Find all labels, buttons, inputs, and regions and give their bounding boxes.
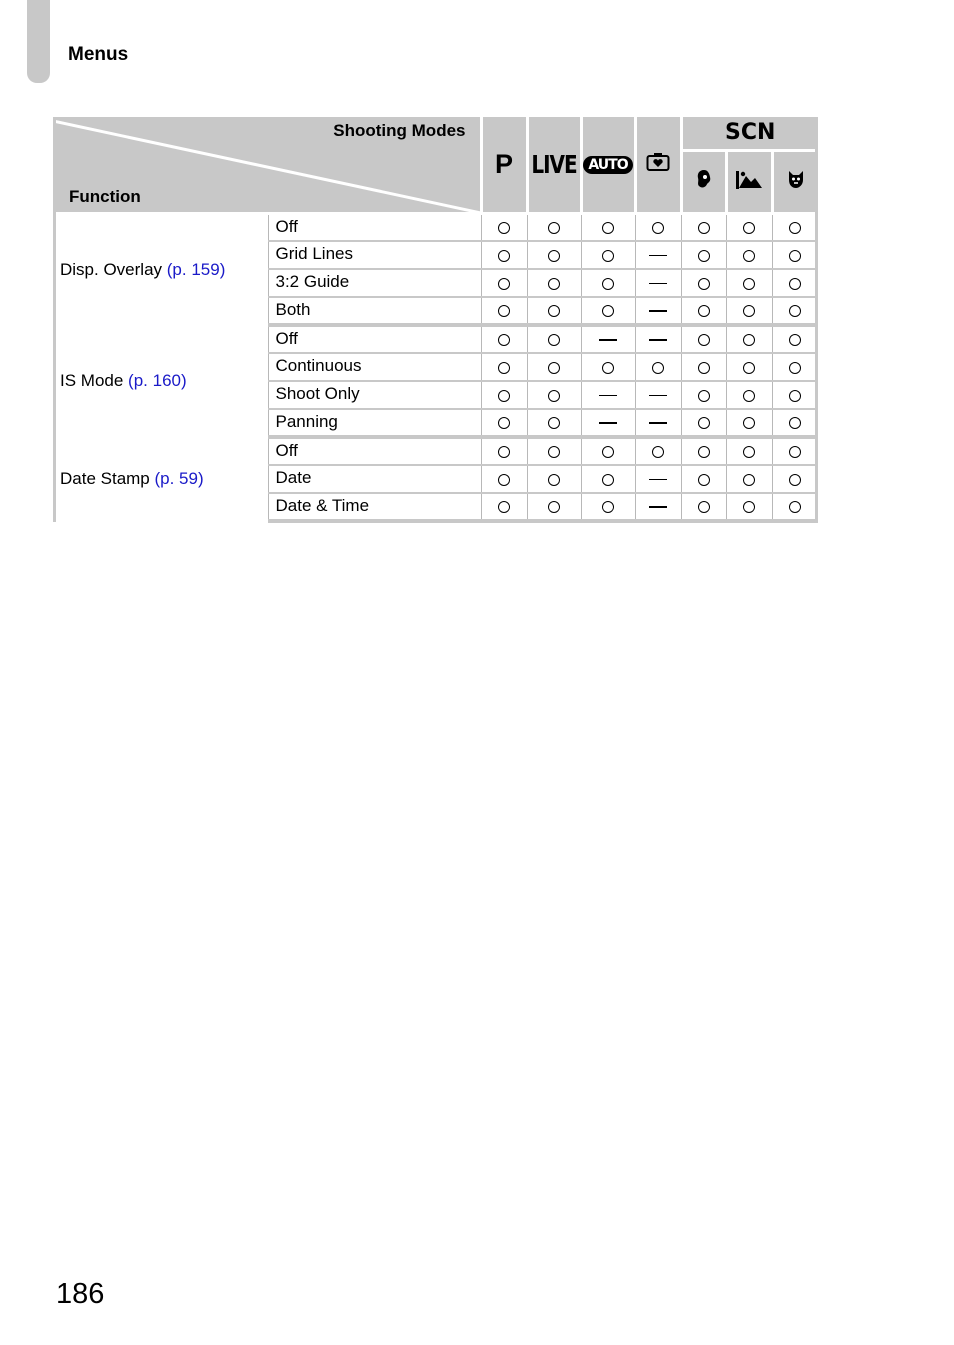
mode-scn-header xyxy=(681,117,818,150)
available-circle-icon xyxy=(652,446,664,458)
available-circle-icon xyxy=(789,362,801,374)
unavailable-dash-icon xyxy=(649,506,667,508)
available-circle-icon xyxy=(743,417,755,429)
availability-cell xyxy=(581,213,635,241)
available-circle-icon xyxy=(743,501,755,513)
availability-cell xyxy=(481,297,527,325)
available-circle-icon xyxy=(602,501,614,513)
availability-cell xyxy=(481,241,527,269)
availability-cell xyxy=(527,465,581,493)
unavailable-dash-icon xyxy=(599,395,617,397)
availability-cell xyxy=(527,437,581,465)
availability-cell xyxy=(481,325,527,353)
unavailable-dash-icon xyxy=(649,422,667,424)
available-circle-icon xyxy=(789,501,801,513)
function-name: Disp. Overlay xyxy=(60,259,163,279)
unavailable-dash-icon xyxy=(649,479,667,481)
unavailable-dash-icon xyxy=(599,422,617,424)
available-circle-icon xyxy=(498,501,510,513)
availability-cell xyxy=(772,381,818,409)
available-circle-icon xyxy=(698,362,710,374)
availability-cell xyxy=(527,297,581,325)
program-mode-icon: P xyxy=(494,148,513,179)
availability-cell xyxy=(772,437,818,465)
availability-cell xyxy=(681,437,726,465)
availability-cell xyxy=(635,213,681,241)
availability-cell xyxy=(772,353,818,381)
shooting-modes-table xyxy=(53,117,818,523)
availability-cell xyxy=(581,409,635,437)
available-circle-icon xyxy=(652,222,664,234)
availability-cell xyxy=(581,297,635,325)
setting-name: Grid Lines xyxy=(268,241,481,269)
availability-cell xyxy=(581,493,635,521)
available-circle-icon xyxy=(602,222,614,234)
availability-cell xyxy=(527,493,581,521)
availability-cell xyxy=(581,241,635,269)
availability-cell xyxy=(772,297,818,325)
availability-cell xyxy=(772,269,818,297)
availability-cell xyxy=(635,409,681,437)
available-circle-icon xyxy=(652,362,664,374)
availability-cell xyxy=(581,325,635,353)
availability-cell xyxy=(772,493,818,521)
available-circle-icon xyxy=(602,278,614,290)
available-circle-icon xyxy=(789,305,801,317)
side-tab-marker xyxy=(27,0,50,83)
available-circle-icon xyxy=(548,390,560,402)
available-circle-icon xyxy=(743,278,755,290)
scn-kids-pets-header xyxy=(772,150,818,213)
available-circle-icon xyxy=(548,417,560,429)
available-circle-icon xyxy=(698,474,710,486)
available-circle-icon xyxy=(743,474,755,486)
mode-auto-header xyxy=(581,117,635,213)
setting-name: Off xyxy=(268,325,481,353)
available-circle-icon xyxy=(789,474,801,486)
availability-cell xyxy=(635,437,681,465)
table-row xyxy=(53,213,818,241)
availability-cell xyxy=(726,241,772,269)
available-circle-icon xyxy=(698,417,710,429)
available-circle-icon xyxy=(743,305,755,317)
available-circle-icon xyxy=(498,278,510,290)
setting-name: 3:2 Guide xyxy=(268,269,481,297)
available-circle-icon xyxy=(548,474,560,486)
available-circle-icon xyxy=(548,222,560,234)
availability-cell xyxy=(481,353,527,381)
availability-cell xyxy=(726,437,772,465)
unavailable-dash-icon xyxy=(649,255,667,257)
availability-cell xyxy=(527,269,581,297)
landscape-icon xyxy=(735,169,763,189)
availability-cell xyxy=(527,353,581,381)
availability-cell xyxy=(681,353,726,381)
available-circle-icon xyxy=(743,446,755,458)
available-circle-icon xyxy=(498,417,510,429)
easy-mode-camera-heart-icon xyxy=(646,152,670,172)
availability-cell xyxy=(635,297,681,325)
availability-cell xyxy=(726,297,772,325)
available-circle-icon xyxy=(548,278,560,290)
availability-cell xyxy=(681,493,726,521)
available-circle-icon xyxy=(602,474,614,486)
available-circle-icon xyxy=(548,334,560,346)
table-corner-header xyxy=(53,117,481,213)
availability-cell xyxy=(481,409,527,437)
available-circle-icon xyxy=(789,222,801,234)
availability-cell xyxy=(681,409,726,437)
availability-cell xyxy=(772,409,818,437)
available-circle-icon xyxy=(548,446,560,458)
unavailable-dash-icon xyxy=(599,339,617,341)
availability-cell xyxy=(681,381,726,409)
availability-cell xyxy=(726,269,772,297)
availability-cell xyxy=(726,409,772,437)
scn-portrait-header xyxy=(681,150,726,213)
function-name-cell xyxy=(53,213,268,325)
available-circle-icon xyxy=(548,250,560,262)
available-circle-icon xyxy=(789,334,801,346)
availability-cell xyxy=(635,241,681,269)
available-circle-icon xyxy=(602,362,614,374)
available-circle-icon xyxy=(743,334,755,346)
unavailable-dash-icon xyxy=(649,283,667,285)
setting-name: Both xyxy=(268,297,481,325)
availability-cell xyxy=(481,213,527,241)
available-circle-icon xyxy=(743,222,755,234)
available-circle-icon xyxy=(602,446,614,458)
availability-cell xyxy=(726,213,772,241)
function-name-cell xyxy=(53,437,268,521)
availability-cell xyxy=(726,353,772,381)
availability-cell xyxy=(681,297,726,325)
availability-cell xyxy=(581,353,635,381)
available-circle-icon xyxy=(698,501,710,513)
available-circle-icon xyxy=(698,334,710,346)
mode-easy-header xyxy=(635,117,681,213)
availability-cell xyxy=(481,381,527,409)
available-circle-icon xyxy=(548,305,560,317)
available-circle-icon xyxy=(698,222,710,234)
unavailable-dash-icon xyxy=(649,395,667,397)
table-body xyxy=(53,213,818,521)
table-row xyxy=(53,325,818,353)
available-circle-icon xyxy=(743,362,755,374)
availability-cell xyxy=(481,437,527,465)
availability-cell xyxy=(772,325,818,353)
function-label: Function xyxy=(69,186,141,206)
setting-name: Date & Time xyxy=(268,493,481,521)
function-name: IS Mode xyxy=(60,371,124,390)
unavailable-dash-icon xyxy=(649,339,667,341)
available-circle-icon xyxy=(548,501,560,513)
availability-cell xyxy=(681,213,726,241)
function-name-cell xyxy=(53,325,268,437)
available-circle-icon xyxy=(602,250,614,262)
availability-cell xyxy=(681,465,726,493)
available-circle-icon xyxy=(789,390,801,402)
availability-cell xyxy=(635,493,681,521)
availability-cell xyxy=(481,493,527,521)
section-title: Menus xyxy=(68,44,129,65)
available-circle-icon xyxy=(498,362,510,374)
availability-cell xyxy=(772,241,818,269)
availability-cell xyxy=(635,353,681,381)
setting-name: Off xyxy=(268,437,481,465)
availability-cell xyxy=(681,241,726,269)
setting-name: Shoot Only xyxy=(268,381,481,409)
availability-cell xyxy=(527,241,581,269)
available-circle-icon xyxy=(789,417,801,429)
available-circle-icon xyxy=(698,305,710,317)
available-circle-icon xyxy=(743,250,755,262)
table-row xyxy=(53,437,818,465)
setting-name: Date xyxy=(268,465,481,493)
available-circle-icon xyxy=(498,334,510,346)
available-circle-icon xyxy=(789,278,801,290)
available-circle-icon xyxy=(602,305,614,317)
availability-cell xyxy=(527,325,581,353)
available-circle-icon xyxy=(498,446,510,458)
availability-cell xyxy=(581,269,635,297)
availability-cell xyxy=(635,269,681,297)
shooting-modes-label: Shooting Modes xyxy=(333,121,466,140)
availability-cell xyxy=(527,381,581,409)
available-circle-icon xyxy=(498,250,510,262)
availability-cell xyxy=(481,269,527,297)
availability-cell xyxy=(772,213,818,241)
availability-cell xyxy=(635,465,681,493)
mode-program-header xyxy=(481,117,527,213)
function-name: Date Stamp xyxy=(60,469,150,488)
mode-live-header xyxy=(527,117,581,213)
available-circle-icon xyxy=(498,222,510,234)
unavailable-dash-icon xyxy=(649,310,667,312)
available-circle-icon xyxy=(498,390,510,402)
availability-cell xyxy=(581,465,635,493)
availability-cell xyxy=(726,465,772,493)
kids-and-pets-icon xyxy=(785,168,807,190)
availability-cell xyxy=(581,381,635,409)
page-reference-link[interactable]: (p. 159) xyxy=(166,259,226,279)
page-reference-link[interactable]: (p. 160) xyxy=(128,371,187,390)
availability-cell xyxy=(772,465,818,493)
available-circle-icon xyxy=(789,446,801,458)
scn-landscape-header xyxy=(726,150,772,213)
page-reference-link[interactable]: (p. 59) xyxy=(154,469,204,488)
availability-cell xyxy=(681,269,726,297)
available-circle-icon xyxy=(698,250,710,262)
available-circle-icon xyxy=(789,250,801,262)
availability-cell xyxy=(527,213,581,241)
available-circle-icon xyxy=(498,305,510,317)
availability-cell xyxy=(681,325,726,353)
available-circle-icon xyxy=(698,446,710,458)
portrait-icon xyxy=(694,168,714,190)
available-circle-icon xyxy=(743,390,755,402)
availability-cell xyxy=(635,381,681,409)
available-circle-icon xyxy=(698,390,710,402)
availability-cell xyxy=(527,409,581,437)
scn-mode-icon: SCN xyxy=(725,120,776,146)
available-circle-icon xyxy=(548,362,560,374)
availability-cell xyxy=(581,437,635,465)
setting-name: Panning xyxy=(268,409,481,437)
availability-cell xyxy=(726,325,772,353)
live-mode-icon: LIVE xyxy=(531,149,577,180)
availability-cell xyxy=(635,325,681,353)
availability-cell xyxy=(481,465,527,493)
available-circle-icon xyxy=(498,474,510,486)
page-number: 186 xyxy=(56,1278,105,1310)
auto-mode-icon: AUTO xyxy=(583,156,632,174)
available-circle-icon xyxy=(698,278,710,290)
availability-cell xyxy=(726,381,772,409)
availability-cell xyxy=(726,493,772,521)
setting-name: Off xyxy=(268,213,481,241)
setting-name: Continuous xyxy=(268,353,481,381)
